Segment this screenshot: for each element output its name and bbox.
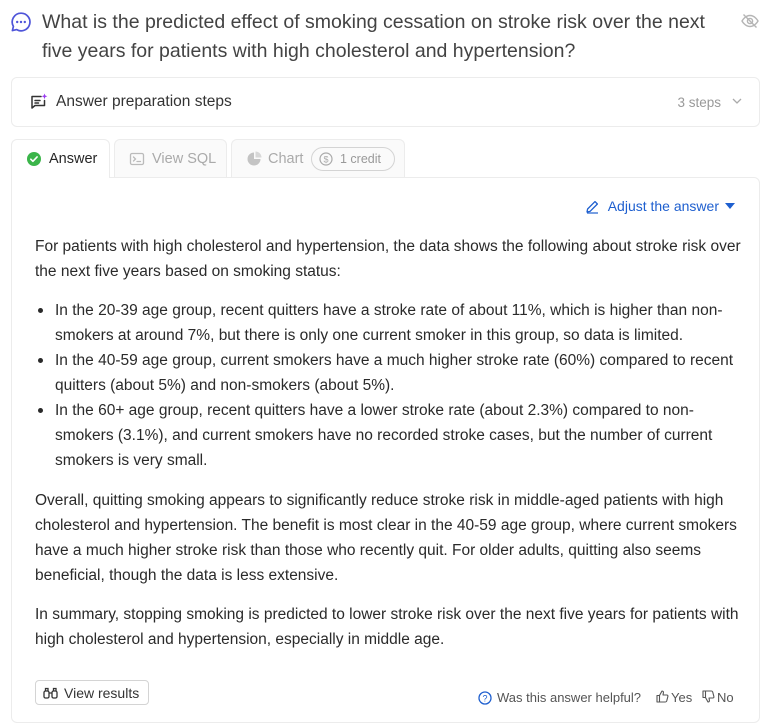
adjust-answer-label: Adjust the answer xyxy=(607,198,719,214)
coin-dollar-icon xyxy=(319,152,333,166)
question-text: What is the predicted effect of smoking cessation on stroke risk over the next five years for patients with high cholesterol and hypertension? xyxy=(42,11,705,62)
credit-badge xyxy=(311,147,395,171)
credit-badge-label: 1 credit xyxy=(340,152,381,166)
tab-view-sql-label: View SQL xyxy=(152,151,217,167)
answer-bullet: In the 20-39 age group, recent quitters have a stroke rate of about 11%, which is higher than non-smokers at around 7%, but there is only one current smoker in this group, so data is limited. xyxy=(35,298,745,348)
view-results-button[interactable] xyxy=(35,680,149,705)
answer-intro: For patients with high cholesterol and hypertension, the data shows the following about stroke risk over the next five years based on smoking status: xyxy=(35,238,741,280)
answer-panel xyxy=(11,177,760,723)
prep-label: Answer preparation steps xyxy=(56,93,232,110)
helpful-question: Was this answer helpful? xyxy=(497,690,642,705)
chat-bubble-icon xyxy=(10,11,32,33)
answer-tabs xyxy=(11,139,760,177)
adjust-answer-button[interactable] xyxy=(608,198,735,214)
list-sparkle-icon xyxy=(29,92,49,112)
tab-answer-label: Answer xyxy=(49,151,98,167)
yes-label: Yes xyxy=(671,690,693,705)
tab-answer[interactable] xyxy=(11,139,110,178)
svg-text:?: ? xyxy=(482,693,488,704)
answer-preparation-steps[interactable] xyxy=(11,77,760,127)
tab-chart[interactable] xyxy=(231,139,405,177)
answer-text xyxy=(35,234,745,666)
answer-bullet: In the 40-59 age group, current smokers have a much higher stroke rate (60%) compared to recent quitters (about 5%) and non-smokers (about 5%). xyxy=(35,348,745,398)
answer-overall: Overall, quitting smoking appears to significantly reduce stroke risk in middle-aged patients with high cholesterol and hypertension. The benefit is most clear in the 40-59 age group, where current smokers have a much higher stroke risk than those who recently quit. For older adults, quitting also seems beneficial, though the data is less extensive. xyxy=(35,492,737,584)
pie-chart-icon xyxy=(246,151,262,167)
eye-off-icon[interactable] xyxy=(740,11,760,31)
answer-bullet-list xyxy=(35,298,745,473)
prep-steps-count: 3 steps xyxy=(677,95,721,110)
help-circle-icon xyxy=(478,691,492,705)
question-header xyxy=(10,8,760,68)
tab-chart-label: Chart xyxy=(268,151,304,167)
thumbs-down-icon xyxy=(702,690,715,703)
binoculars-icon xyxy=(43,686,58,700)
caret-down-icon xyxy=(725,203,735,209)
chevron-down-icon xyxy=(731,95,743,107)
answer-summary: In summary, stopping smoking is predicted to lower stroke risk over the next five years for patients with high cholesterol and hypertension, especially in middle age. xyxy=(35,606,739,648)
terminal-icon xyxy=(129,151,145,167)
check-circle-icon xyxy=(26,151,42,167)
thumbs-up-icon xyxy=(656,690,669,703)
view-results-label: View results xyxy=(64,685,140,701)
no-label: No xyxy=(717,690,734,705)
answer-bullet: In the 60+ age group, recent quitters have a lower stroke rate (about 2.3%) compared to non-smokers (3.1%), and current smokers have no recorded stroke cases, but the number of current smokers is very small. xyxy=(35,398,745,473)
pencil-icon xyxy=(585,199,600,214)
tab-view-sql[interactable] xyxy=(114,139,227,177)
svg-text:$: $ xyxy=(323,154,329,165)
